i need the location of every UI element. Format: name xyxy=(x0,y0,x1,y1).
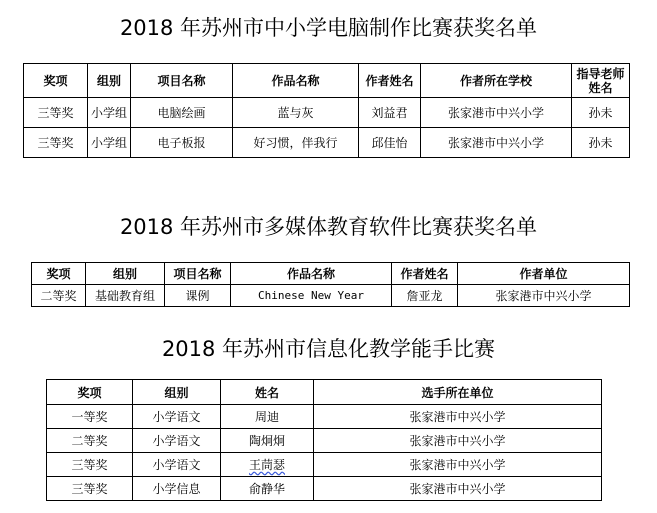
column-header-author: 作者姓名 xyxy=(359,64,421,98)
cell-group: 小学组 xyxy=(88,128,131,158)
cell-name: 陶炯炯 xyxy=(221,429,314,453)
cell-award: 三等奖 xyxy=(47,477,133,501)
cell-award: 二等奖 xyxy=(32,285,86,307)
cell-group: 小学组 xyxy=(88,98,131,128)
column-header-name: 姓名 xyxy=(221,380,314,405)
cell-unit: 张家港市中兴小学 xyxy=(314,453,602,477)
cell-author: 刘益君 xyxy=(359,98,421,128)
cell-award: 三等奖 xyxy=(47,453,133,477)
spellcheck-underlined-name: 王茼瑟 xyxy=(248,458,285,472)
cell-group: 小学语文 xyxy=(133,429,221,453)
cell-school: 张家港市中兴小学 xyxy=(421,128,572,158)
cell-unit: 张家港市中兴小学 xyxy=(314,429,602,453)
cell-award: 二等奖 xyxy=(47,429,133,453)
table-row xyxy=(47,429,602,453)
cell-group: 基础教育组 xyxy=(86,285,165,307)
cell-author: 邱佳怡 xyxy=(359,128,421,158)
cell-instructor: 孙未 xyxy=(572,128,630,158)
column-header-award: 奖项 xyxy=(24,64,88,98)
column-header-group: 组别 xyxy=(86,263,165,285)
cell-group: 小学信息 xyxy=(133,477,221,501)
award-table-it-teaching xyxy=(46,379,602,501)
cell-author: 詹亚龙 xyxy=(392,285,458,307)
cell-unit: 张家港市中兴小学 xyxy=(314,405,602,429)
table-row xyxy=(47,453,602,477)
contest-title-it-teaching: 2018 年苏州市信息化教学能手比赛 xyxy=(161,337,496,361)
cell-unit: 张家港市中兴小学 xyxy=(314,477,602,501)
cell-group: 小学语文 xyxy=(133,453,221,477)
column-header-award: 奖项 xyxy=(32,263,86,285)
award-table-computer-making xyxy=(23,63,630,158)
table-row xyxy=(32,285,630,307)
column-header-group: 组别 xyxy=(88,64,131,98)
column-header-unit: 选手所在单位 xyxy=(314,380,602,405)
cell-award: 三等奖 xyxy=(24,128,88,158)
cell-unit: 张家港市中兴小学 xyxy=(458,285,630,307)
cell-name xyxy=(221,453,314,477)
table-row xyxy=(47,405,602,429)
column-header-award: 奖项 xyxy=(47,380,133,405)
column-header-unit: 作者单位 xyxy=(458,263,630,285)
cell-group: 小学语文 xyxy=(133,405,221,429)
cell-name: 周迪 xyxy=(221,405,314,429)
cell-work-name: 蓝与灰 xyxy=(233,98,359,128)
cell-school: 张家港市中兴小学 xyxy=(421,98,572,128)
cell-project: 课例 xyxy=(165,285,231,307)
column-header-project: 项目名称 xyxy=(131,64,233,98)
table-row xyxy=(24,98,630,128)
column-header-project: 项目名称 xyxy=(165,263,231,285)
column-header-work-name: 作品名称 xyxy=(233,64,359,98)
cell-name: 俞静华 xyxy=(221,477,314,501)
table-header-row xyxy=(24,64,630,98)
cell-project: 电脑绘画 xyxy=(131,98,233,128)
cell-instructor: 孙未 xyxy=(572,98,630,128)
column-header-group: 组别 xyxy=(133,380,221,405)
cell-work-name: Chinese New Year xyxy=(231,285,392,307)
table-row xyxy=(24,128,630,158)
cell-project: 电子板报 xyxy=(131,128,233,158)
column-header-author: 作者姓名 xyxy=(392,263,458,285)
table-header-row xyxy=(47,380,602,405)
award-list-title-computer-making: 2018 年苏州市中小学电脑制作比赛获奖名单 xyxy=(119,16,538,40)
award-list-title-multimedia-software: 2018 年苏州市多媒体教育软件比赛获奖名单 xyxy=(119,215,538,239)
table-header-row xyxy=(32,263,630,285)
column-header-work-name: 作品名称 xyxy=(231,263,392,285)
table-row xyxy=(47,477,602,501)
cell-work-name: 好习惯，伴我行 xyxy=(233,128,359,158)
column-header-school: 作者所在学校 xyxy=(421,64,572,98)
cell-award: 三等奖 xyxy=(24,98,88,128)
column-header-instructor: 指导老师姓名 xyxy=(572,64,630,98)
cell-award: 一等奖 xyxy=(47,405,133,429)
award-table-multimedia-software xyxy=(31,262,630,307)
